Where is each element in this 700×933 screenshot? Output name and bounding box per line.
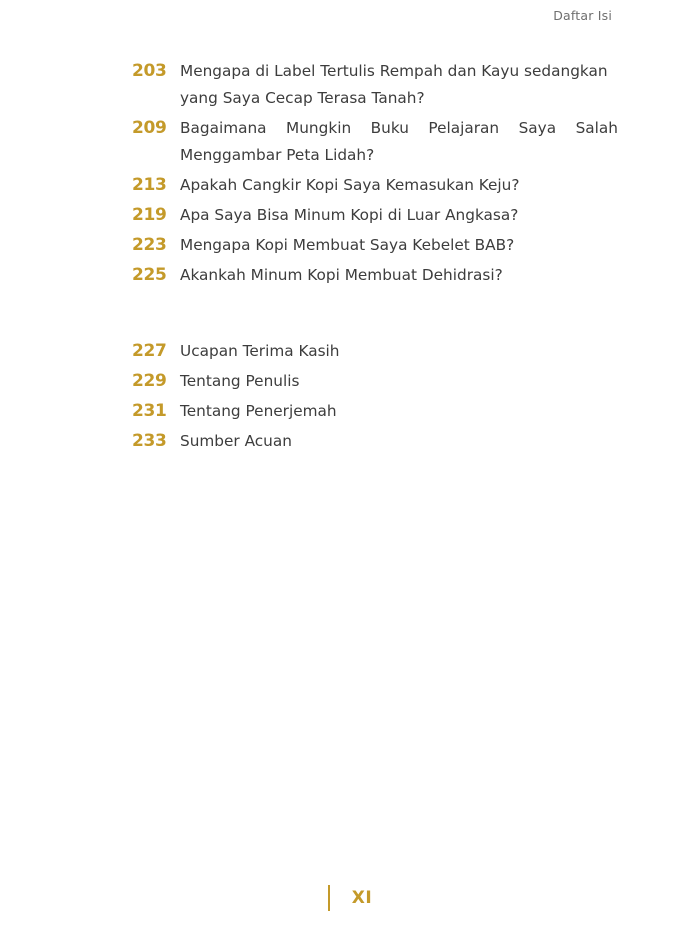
toc-entry[interactable] bbox=[132, 338, 618, 365]
toc-entry[interactable] bbox=[132, 368, 618, 395]
toc-entry-title: Akankah Minum Kopi Membuat Dehidrasi? bbox=[180, 266, 503, 284]
toc-entry-title: Tentang Penerjemah bbox=[180, 402, 337, 420]
toc-page-number: 225 bbox=[132, 265, 167, 285]
toc-page-number: 223 bbox=[132, 235, 167, 255]
toc-title-line bbox=[180, 115, 618, 142]
toc-page-number: 203 bbox=[132, 61, 167, 81]
toc-entry-title: Tentang Penulis bbox=[180, 372, 300, 390]
toc-entry[interactable] bbox=[132, 428, 618, 455]
folio-rule bbox=[328, 885, 330, 911]
toc-entry-title: Ucapan Terima Kasih bbox=[180, 342, 340, 360]
toc-page-number: 219 bbox=[132, 205, 167, 225]
toc-page-number: 227 bbox=[132, 341, 167, 361]
toc-page-number: 229 bbox=[132, 371, 167, 391]
toc-title-line: yang Saya Cecap Terasa Tanah? bbox=[180, 89, 425, 107]
running-head: Daftar Isi bbox=[553, 8, 612, 23]
toc-word: Buku bbox=[370, 119, 409, 137]
toc-entry[interactable] bbox=[132, 232, 618, 259]
toc-entry-title: Sumber Acuan bbox=[180, 432, 292, 450]
toc-group-separator bbox=[132, 292, 618, 338]
toc-group-backmatter bbox=[132, 338, 618, 455]
toc-entry-title: Mengapa Kopi Membuat Saya Kebelet BAB? bbox=[180, 236, 515, 254]
toc-entry-title bbox=[180, 58, 618, 112]
toc-entry[interactable] bbox=[132, 58, 618, 112]
toc-word: Salah bbox=[575, 119, 618, 137]
toc-entry[interactable] bbox=[132, 398, 618, 425]
toc-title-line bbox=[180, 58, 618, 85]
toc-entry-title bbox=[180, 115, 618, 169]
toc-entry-title: Apa Saya Bisa Minum Kopi di Luar Angkasa? bbox=[180, 206, 519, 224]
toc-page-number: 213 bbox=[132, 175, 167, 195]
toc-group-chapters bbox=[132, 58, 618, 289]
toc-entry[interactable] bbox=[132, 262, 618, 289]
toc-word: Saya bbox=[518, 119, 557, 137]
toc-title-line: Menggambar Peta Lidah? bbox=[180, 146, 375, 164]
toc-entry-title: Apakah Cangkir Kopi Saya Kemasukan Keju? bbox=[180, 176, 520, 194]
toc-word: Pelajaran bbox=[428, 119, 500, 137]
folio bbox=[0, 885, 700, 911]
toc-entry[interactable] bbox=[132, 202, 618, 229]
toc-entry[interactable] bbox=[132, 115, 618, 169]
folio-number: XI bbox=[351, 888, 373, 908]
toc-page-number: 209 bbox=[132, 118, 167, 138]
toc-word: Mungkin bbox=[286, 119, 352, 137]
toc-page-number: 233 bbox=[132, 431, 167, 451]
toc-page-number: 231 bbox=[132, 401, 167, 421]
toc-entry[interactable] bbox=[132, 172, 618, 199]
table-of-contents bbox=[132, 58, 618, 458]
toc-word: Bagaimana bbox=[180, 119, 267, 137]
toc-title-line-text: Mengapa di Label Tertulis Rempah dan Kayu sedangkan bbox=[180, 62, 608, 80]
